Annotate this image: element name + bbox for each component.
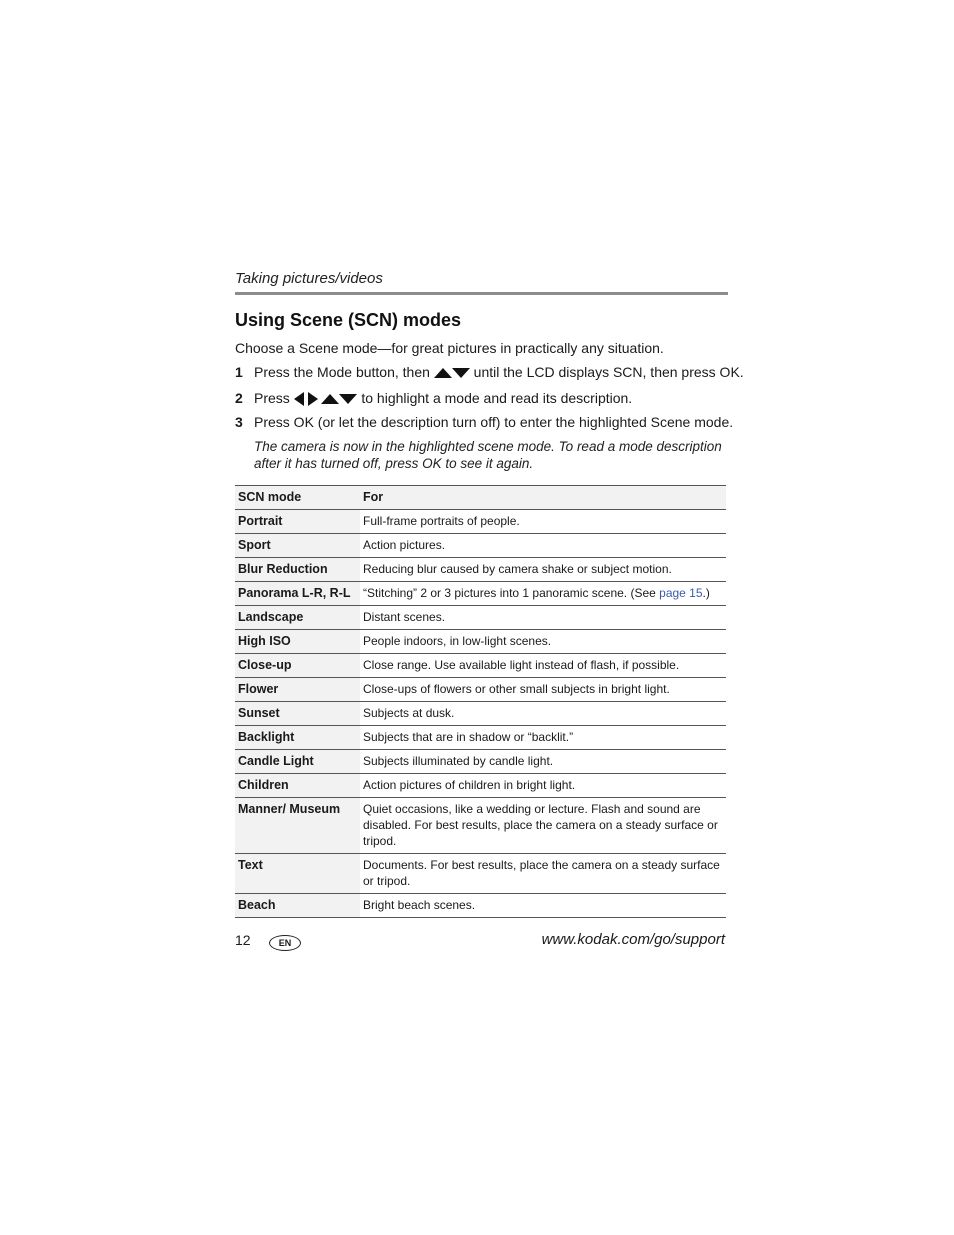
mode-name: Portrait: [235, 510, 360, 534]
up-arrow-icon: [321, 394, 339, 404]
page-title: Using Scene (SCN) modes: [235, 310, 462, 330]
mode-description: Subjects at dusk.: [360, 702, 726, 726]
up-arrow-icon: [434, 368, 452, 378]
header-rule: [235, 292, 728, 295]
page-number: 12: [235, 932, 251, 948]
step-2: [235, 390, 632, 406]
mode-description: Close-ups of flowers or other small subjects in bright light.: [360, 678, 726, 702]
mode-description: [360, 582, 726, 606]
table-row: [235, 798, 726, 854]
mode-name: High ISO: [235, 630, 360, 654]
page-link[interactable]: page 15: [659, 586, 703, 600]
table-row: [235, 894, 726, 918]
mode-name: Panorama L-R, R-L: [235, 582, 360, 606]
mode-description: Full-frame portraits of people.: [360, 510, 726, 534]
language-badge: EN: [269, 935, 301, 951]
table-row: [235, 606, 726, 630]
table-row: [235, 630, 726, 654]
mode-description: Action pictures.: [360, 534, 726, 558]
running-header: Taking pictures/videos: [235, 270, 383, 287]
column-header-mode: SCN mode: [235, 486, 360, 510]
mode-description: Distant scenes.: [360, 606, 726, 630]
step-text-after: to highlight a mode and read its description.: [361, 390, 633, 406]
mode-name: Children: [235, 774, 360, 798]
step-number: 2: [235, 390, 243, 406]
table-row: [235, 558, 726, 582]
description-text: “Stitching” 2 or 3 pictures into 1 panoramic scene. (See: [363, 586, 660, 600]
column-header-for: For: [360, 486, 726, 510]
mode-description: Subjects illuminated by candle light.: [360, 750, 726, 774]
left-arrow-icon: [294, 392, 304, 406]
mode-name: Backlight: [235, 726, 360, 750]
description-text: .): [702, 586, 710, 600]
down-arrow-icon: [339, 394, 357, 404]
mode-description: Bright beach scenes.: [360, 894, 726, 918]
table-row: [235, 750, 726, 774]
step-text: Press OK (or let the description turn off) to enter the highlighted Scene mode.: [254, 414, 734, 430]
mode-name: Text: [235, 854, 360, 894]
mode-description: Reducing blur caused by camera shake or subject motion.: [360, 558, 726, 582]
step-1: [235, 364, 744, 380]
mode-description: Action pictures of children in bright light.: [360, 774, 726, 798]
table-row: [235, 854, 726, 894]
mode-name: Flower: [235, 678, 360, 702]
table-row: [235, 582, 726, 606]
step-note: The camera is now in the highlighted scene mode. To read a mode description after it has turned off, press OK to see it again.: [254, 439, 722, 471]
mode-name: Manner/ Museum: [235, 798, 360, 854]
mode-description: People indoors, in low-light scenes.: [360, 630, 726, 654]
table-row: [235, 678, 726, 702]
mode-name: Blur Reduction: [235, 558, 360, 582]
down-arrow-icon: [452, 368, 470, 378]
support-url[interactable]: www.kodak.com/go/support: [541, 931, 725, 948]
mode-name: Beach: [235, 894, 360, 918]
mode-description: Subjects that are in shadow or “backlit.”: [360, 726, 726, 750]
step-text-before: Press: [254, 390, 290, 406]
step-number: 3: [235, 414, 243, 430]
mode-name: Candle Light: [235, 750, 360, 774]
mode-name: Close-up: [235, 654, 360, 678]
mode-name: Sunset: [235, 702, 360, 726]
table-row: [235, 534, 726, 558]
step-number: 1: [235, 364, 243, 380]
step-text-before: Press the Mode button, then: [254, 364, 430, 380]
table-header-row: [235, 486, 726, 510]
mode-name: Sport: [235, 534, 360, 558]
mode-name: Landscape: [235, 606, 360, 630]
scene-modes-table: [235, 485, 726, 918]
step-3: [235, 414, 733, 430]
right-arrow-icon: [308, 392, 318, 406]
table-row: [235, 726, 726, 750]
table-row: [235, 510, 726, 534]
table-row: [235, 702, 726, 726]
mode-description: Quiet occasions, like a wedding or lecture. Flash and sound are disabled. For best results, place the camera on a steady surface or tripod.: [360, 798, 726, 854]
intro-text: Choose a Scene mode—for great pictures in practically any situation.: [235, 340, 664, 356]
table-row: [235, 774, 726, 798]
table-row: [235, 654, 726, 678]
mode-description: Close range. Use available light instead of flash, if possible.: [360, 654, 726, 678]
mode-description: Documents. For best results, place the camera on a steady surface or tripod.: [360, 854, 726, 894]
step-text-after: until the LCD displays SCN, then press OK.: [473, 364, 744, 380]
